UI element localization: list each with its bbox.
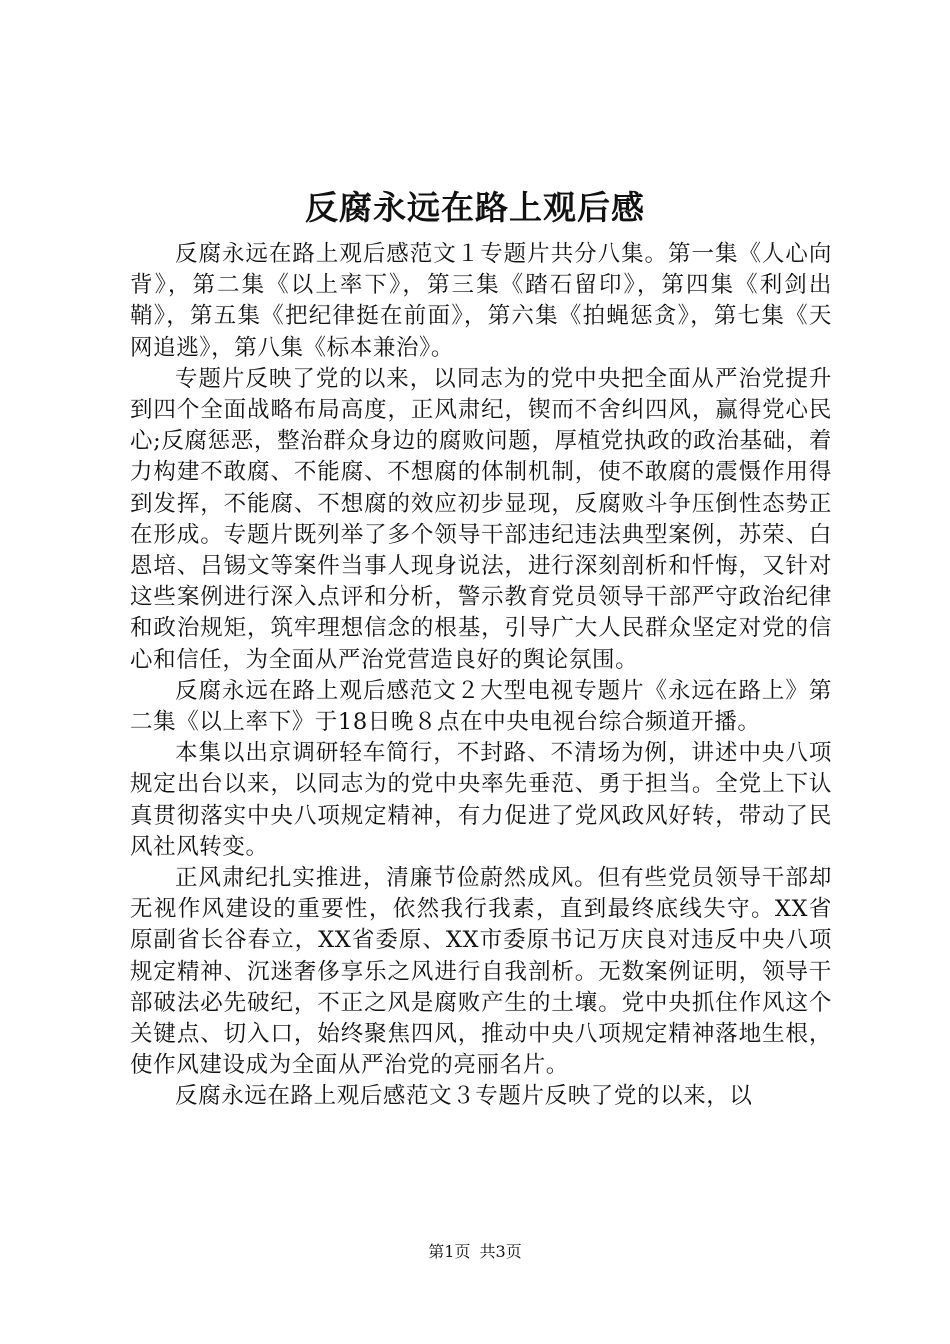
page-number: 第1页: [428, 1242, 471, 1261]
paragraph-2: 专题片反映了党的以来，以同志为的党中央把全面从严治党提升到四个全面战略布局高度，正风肃纪，锲而不舍纠四风，赢得党心民心;反腐惩恶，整治群众身边的腐败问题，厚植党执政的政治基础，着力构建不敢腐、不能腐、不想腐的体制机制，使不敢腐的震慑作用得到发挥，不能腐、不想腐的效应初步显现，反腐败斗争压倒性态势正在形成。专题片既列举了多个领导干部违纪违法典型案例，苏荣、白恩培、吕锡文等案件当事人现身说法，进行深刻剖析和忏悔，又针对这些案例进行深入点评和分析，警示教育党员领导干部严守政治纪律和政治规矩，筑牢理想信念的根基，引导广大人民群众坚定对党的信心和信任，为全面从严治党营造良好的舆论氛围。: [130, 365, 832, 673]
paragraph-3: 反腐永远在路上观后感范文２大型电视专题片《永远在路上》第二集《以上率下》于18日晚８点在中央电视台综合频道开播。: [130, 677, 832, 736]
document-title: 反腐永远在路上观后感: [305, 188, 645, 227]
paragraph-5: 正风肃纪扎实推进，清廉节俭蔚然成风。但有些党员领导干部却无视作风建设的重要性，依然我行我素，直到最终底线失守。XX省原副省长谷春立，XX省委原、XX市委原书记万庆良对违反中央八项规定精神、沉迷奢侈享乐之风进行自我剖析。无数案例证明，领导干部破法必先破纪，不正之风是腐败产生的土壤。党中央抓住作风这个关键点、切入口，始终聚焦四风，推动中央八项规定精神落地生根，使作风建设成为全面从严治党的亮丽名片。: [130, 865, 832, 1079]
paragraph-1: 反腐永远在路上观后感范文１专题片共分八集。第一集《人心向背》，第二集《以上率下》，第三集《踏石留印》，第四集《利剑出鞘》，第五集《把纪律挺在前面》，第六集《拍蝇惩贪》，第七集《天网追逃》，第八集《标本兼治》。: [130, 241, 832, 361]
paragraph-6: 反腐永远在路上观后感范文３专题片反映了党的以来，以: [175, 1083, 753, 1110]
page-footer: [0, 1241, 950, 1263]
paragraph-4: 本集以出京调研轻车简行，不封路、不清场为例，讲述中央八项规定出台以来，以同志为的党中央率先垂范、勇于担当。全党上下认真贯彻落实中央八项规定精神，有力促进了党风政风好转，带动了民风社风转变。: [130, 740, 832, 860]
document-body: [130, 239, 832, 1113]
page-total: 共3页: [479, 1242, 522, 1261]
